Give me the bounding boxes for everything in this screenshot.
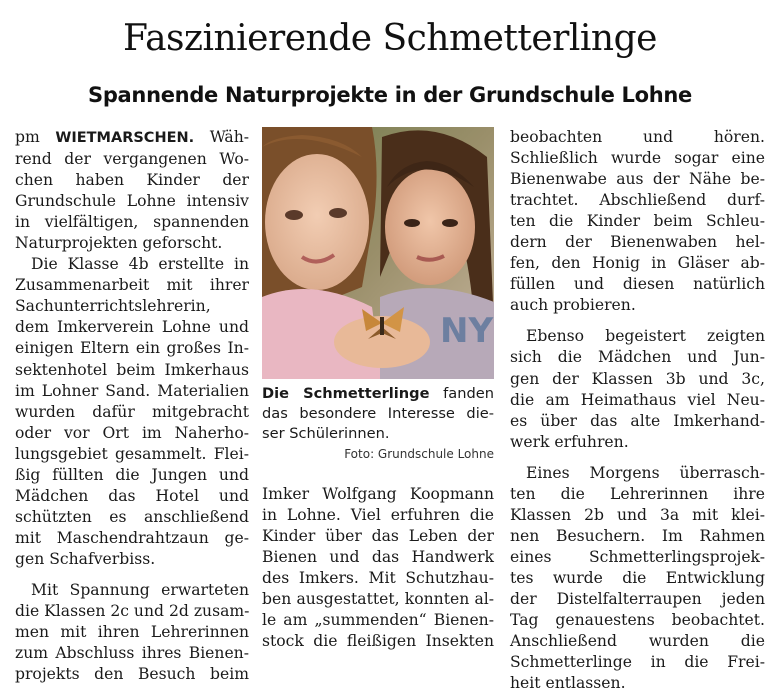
text-line: füllen und diesen natürlich bbox=[510, 275, 765, 294]
text-line: Sachunterrichtslehrerin, bbox=[15, 297, 211, 316]
text-line: Mädchen das Hotel und bbox=[15, 486, 249, 505]
svg-text:NY: NY bbox=[440, 311, 494, 351]
text-line: Naturprojekten geforscht. bbox=[15, 234, 223, 253]
text-line: einigen Eltern ein großes In- bbox=[15, 339, 249, 358]
text-line: nen Besuchern. Im Rahmen bbox=[510, 526, 765, 545]
headline: Faszinierende Schmetterlinge bbox=[123, 18, 657, 59]
text-line: in Lohne. Viel erfuhren die bbox=[262, 506, 494, 525]
text-line: wurden dafür mitgebracht bbox=[15, 402, 249, 421]
photo-illustration bbox=[262, 127, 494, 379]
caption-line: ser Schülerinnen. bbox=[262, 425, 390, 442]
text-line: Bienenwabe aus der Nähe be- bbox=[510, 170, 765, 189]
text-line: projekts den Besuch beim bbox=[15, 665, 249, 684]
paragraph-2 bbox=[15, 254, 249, 570]
text-line: eines Schmetterlingsprojek- bbox=[510, 547, 765, 566]
text-line: stock die fleißigen Insekten bbox=[262, 632, 494, 651]
paragraph-4 bbox=[262, 484, 494, 652]
text-line: Wäh- bbox=[209, 128, 249, 146]
text-line: fen, den Honig in Gläser ab- bbox=[510, 254, 765, 273]
text-line: ten die Lehrerinnen ihre bbox=[510, 484, 765, 503]
text-line: Bienen und das Handwerk bbox=[262, 548, 494, 567]
text-line: tes wurde die Entwicklung bbox=[510, 568, 765, 587]
text-line: Tag genauestens beobachtet. bbox=[510, 611, 765, 630]
text-line: gen Schafverbiss. bbox=[15, 549, 156, 568]
paragraph-6 bbox=[510, 326, 765, 452]
text-line: Zusammenarbeit mit ihrer bbox=[15, 276, 249, 295]
text-line: chen haben Kinder der bbox=[15, 171, 249, 190]
text-line: heit entlassen. bbox=[510, 674, 626, 693]
text-line: sich die Mädchen und Jun- bbox=[510, 348, 765, 367]
text-line: in vielfältigen, spannenden bbox=[15, 213, 249, 232]
caption-line: das besondere Interesse die- bbox=[262, 405, 494, 422]
text-line: Mit Spannung erwarteten bbox=[31, 580, 249, 599]
text-line: schützten es anschließend bbox=[15, 507, 249, 526]
photo-caption bbox=[262, 384, 494, 444]
paragraph-3 bbox=[15, 580, 249, 685]
article-column-1 bbox=[15, 127, 249, 685]
text-line: rend der vergangenen Wo- bbox=[15, 150, 249, 169]
text-line: men mit ihren Lehrerinnen bbox=[15, 623, 249, 642]
author-initials: pm bbox=[15, 128, 40, 146]
text-line: trachtet. Abschließend durf- bbox=[510, 191, 765, 210]
dateline-line bbox=[15, 127, 249, 149]
caption-text: fanden bbox=[443, 385, 494, 402]
caption-bold: Die Schmetterlinge bbox=[262, 385, 430, 402]
text-line: ten die Kinder beim Schleu- bbox=[510, 212, 765, 231]
text-line: dern der Bienenwaben hel- bbox=[510, 233, 765, 252]
text-line: ben ausgestattet, konnten al- bbox=[262, 590, 494, 609]
text-line: werk erfuhren. bbox=[510, 432, 629, 451]
text-line: die Klassen 2c und 2d zusam- bbox=[15, 602, 250, 621]
text-line: auch probieren. bbox=[510, 296, 636, 315]
text-line: dem Imkerverein Lohne und bbox=[15, 318, 249, 337]
text-line: der Distelfalterraupen jeden bbox=[510, 589, 765, 608]
text-line: Ebenso begeistert zeigten bbox=[526, 327, 765, 346]
article-photo bbox=[262, 127, 494, 379]
text-line: sektenhotel beim Imkerhaus bbox=[15, 360, 249, 379]
text-line: Klassen 2b und 3a mit klei- bbox=[510, 505, 765, 524]
text-line: Anschließend wurden die bbox=[510, 632, 765, 651]
paragraph-5 bbox=[510, 127, 765, 316]
text-line: Grundschule Lohne intensiv bbox=[15, 192, 249, 211]
text-line: gen der Klassen 3b und 3c, bbox=[510, 369, 765, 388]
article-column-2 bbox=[262, 484, 494, 652]
text-line: Kinder über das Leben der bbox=[262, 527, 494, 546]
text-line: im Lohner Sand. Materialien bbox=[15, 381, 249, 400]
text-line: le am „summenden“ Bienen- bbox=[262, 611, 494, 630]
text-line: die am Heimathaus viel Neu- bbox=[510, 390, 765, 409]
text-line: beobachten und hören. bbox=[510, 128, 765, 146]
paragraph-7 bbox=[510, 463, 765, 694]
text-line: Schließlich wurde sogar eine bbox=[510, 149, 765, 168]
text-line: Die Klasse 4b erstellte in bbox=[31, 255, 249, 274]
photo-credit: Foto: Grundschule Lohne bbox=[344, 447, 494, 461]
article-column-3 bbox=[510, 127, 765, 694]
text-line: Schmetterlinge in die Frei- bbox=[510, 653, 765, 672]
paragraph-gap bbox=[15, 570, 249, 580]
text-line: Eines Morgens überrasch- bbox=[526, 463, 765, 482]
paragraph-gap bbox=[510, 316, 765, 326]
text-line: es über das alte Imkerhand- bbox=[510, 411, 765, 430]
text-line: des Imkers. Mit Schutzhau- bbox=[262, 569, 494, 588]
paragraph-1 bbox=[15, 127, 249, 254]
caption-line bbox=[262, 384, 494, 404]
dateline-place: WIETMARSCHEN. bbox=[55, 130, 195, 146]
text-line: zum Abschluss ihres Bienen- bbox=[15, 644, 249, 663]
text-line: lungsgebiet gesammelt. Flei- bbox=[15, 444, 249, 463]
text-line: ßig füllten die Jungen und bbox=[15, 465, 249, 484]
text-line: oder vor Ort im Naherho- bbox=[15, 423, 249, 442]
text-line: Imker Wolfgang Koopmann bbox=[262, 485, 494, 503]
subheadline: Spannende Naturprojekte in der Grundschule Lohne bbox=[88, 83, 692, 107]
text-line: mit Maschendrahtzaun ge- bbox=[15, 528, 249, 547]
paragraph-gap bbox=[510, 453, 765, 463]
